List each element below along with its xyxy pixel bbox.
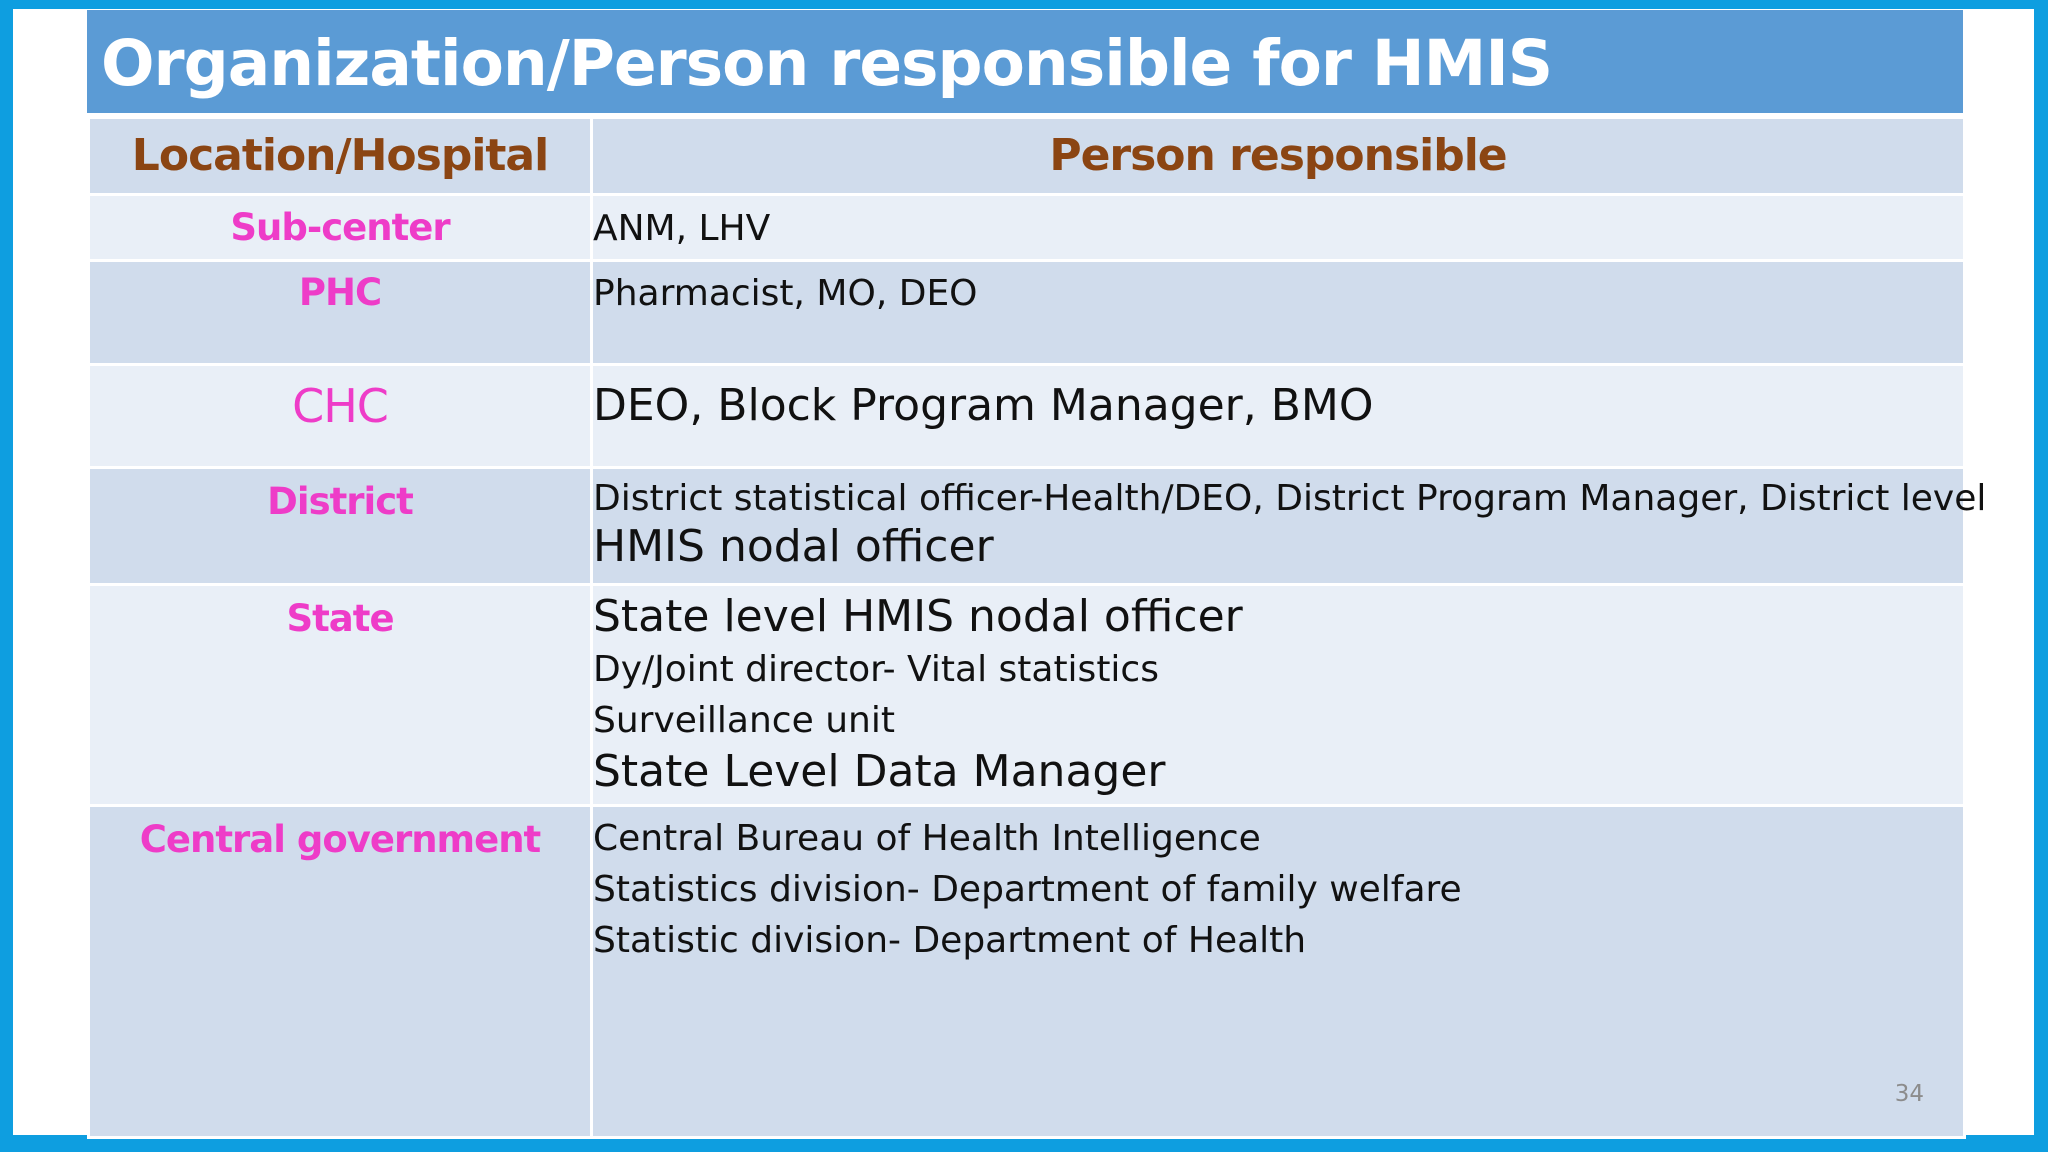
location-cell xyxy=(89,365,592,468)
person-cell xyxy=(592,585,1965,806)
table-row xyxy=(89,261,1965,365)
slide-title: Organization/Person responsible for HMIS xyxy=(101,27,1553,100)
location-label: PHC xyxy=(298,271,382,314)
person-line: Pharmacist, MO, DEO xyxy=(593,273,978,314)
location-cell xyxy=(89,585,592,806)
table-row xyxy=(89,806,1965,1138)
person-cell xyxy=(592,365,1965,468)
header-location-label: Location/Hospital xyxy=(131,130,549,181)
location-cell xyxy=(89,195,592,261)
table-row xyxy=(89,365,1965,468)
person-cell xyxy=(592,468,1987,585)
location-cell xyxy=(89,261,592,365)
table-row xyxy=(89,585,1965,806)
table-row xyxy=(89,195,1965,261)
person-line: District statistical officer-Health/DEO, District Program Manager, District level xyxy=(593,478,1987,519)
header-location xyxy=(89,118,592,195)
person-cell xyxy=(592,261,1965,365)
person-line: ANM, LHV xyxy=(593,208,771,249)
person-line: State level HMIS nodal officer xyxy=(593,591,1243,642)
location-label: District xyxy=(267,480,413,523)
person-line: DEO, Block Program Manager, BMO xyxy=(593,380,1374,431)
location-label: CHC xyxy=(292,379,388,433)
header-person xyxy=(592,118,1965,195)
table-header-row xyxy=(89,118,1965,195)
person-line: Dy/Joint director- Vital statistics xyxy=(593,649,1159,690)
presentation-slide xyxy=(13,9,2034,1135)
person-line: Surveillance unit xyxy=(593,700,895,741)
table-row xyxy=(89,468,1965,585)
person-line: HMIS nodal officer xyxy=(593,521,994,572)
location-cell xyxy=(89,806,592,1138)
location-label: Sub-center xyxy=(230,206,450,249)
header-person-label: Person responsible xyxy=(1049,130,1507,181)
person-line: State Level Data Manager xyxy=(593,746,1166,797)
person-line: Statistic division- Department of Health xyxy=(593,920,1307,961)
person-cell xyxy=(592,806,1965,1138)
location-cell xyxy=(89,468,592,585)
hmis-responsibility-table xyxy=(87,116,1987,1139)
person-cell xyxy=(592,195,1965,261)
person-line: Statistics division- Department of family welfare xyxy=(593,869,1462,910)
location-label: State xyxy=(286,597,394,640)
page-number: 34 xyxy=(1894,1081,1924,1107)
person-line: Central Bureau of Health Intelligence xyxy=(593,818,1261,859)
location-label: Central government xyxy=(139,818,541,861)
